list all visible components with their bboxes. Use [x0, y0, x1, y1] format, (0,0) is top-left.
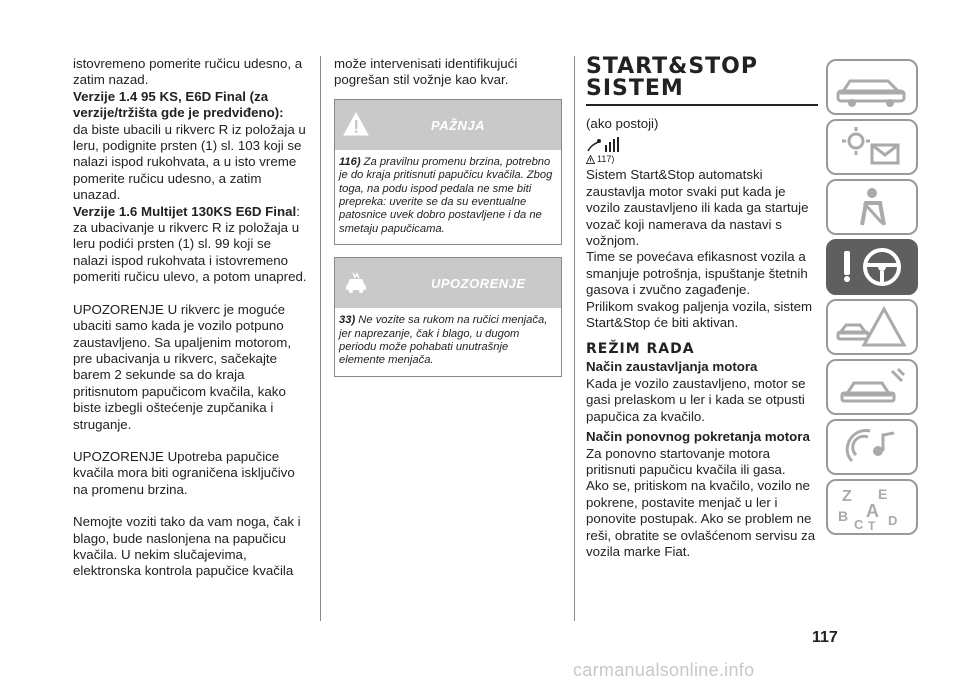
column-divider	[574, 56, 575, 621]
availability-note: (ako postoji)	[586, 116, 659, 131]
car-icon	[828, 61, 916, 113]
index-icon	[828, 481, 916, 533]
page-number: 117	[812, 629, 838, 646]
paragraph-text: : za ubacivanje u rikverc R iz položaja u leru podići prsten (1) sl. 99 koji se nalazi ispod rukohvata i istovremeno pomeriti ručicu ulevo, a potom unapred.	[73, 203, 307, 285]
warning-paragraph: UPOZORENJE U rikverc je moguće ubaciti samo kada je vozilo potpuno zaustavljeno. Sa upaljenim motorom, pre ubacivanja u rikverc, sačekajte barem 2 sekunde sa do kraja pritisnutom papučicom kvačila, kako biste izbegli oštećenje zupčanika i struganje.	[73, 301, 292, 432]
car-damage-icon	[343, 269, 369, 295]
section-title	[586, 56, 818, 100]
emergency-icon	[828, 301, 916, 353]
note-text: Ne vozite sa rukom na ručici menjača, jer naprezanje, čak i blago, u dugom periodu može pohabati unutrašnje elemente menjača.	[339, 314, 548, 367]
paragraph: Za ponovno startovanje motora pritisnuti papučicu kvačila ili gasa.	[586, 445, 786, 477]
attention-text	[335, 150, 561, 244]
optional-icons	[586, 135, 818, 153]
chapter-tabs	[826, 59, 918, 539]
tab-multimedia[interactable]	[826, 419, 918, 475]
caution-label: UPOZORENJE	[431, 276, 526, 292]
paragraph: Prilikom svakog paljenja vozila, sistem Start&Stop će biti aktivan.	[586, 298, 813, 331]
column-divider	[320, 56, 321, 621]
column-left	[73, 56, 308, 580]
bar-chart-icon	[604, 137, 622, 153]
note-number: 33)	[339, 314, 356, 327]
attention-box-header	[335, 100, 561, 150]
paragraph: istovremeno pomerite ručicu udesno, a zatim nazad.	[73, 56, 303, 88]
tab-safety[interactable]	[826, 179, 918, 235]
title-underline	[586, 104, 818, 106]
tab-car[interactable]	[826, 59, 918, 115]
subsection-heading: Način zaustavljanja motora	[586, 359, 758, 375]
caution-box	[334, 257, 562, 377]
paragraph: Time se povećava efikasnost vozila a smanjuje potrošnja, ispuštanje štetnih gasova i zvučno zagađenje.	[586, 249, 808, 298]
tab-starting-driving[interactable]	[826, 239, 918, 295]
paragraph: može intervenisati identifikujući pogrešan stil vožnje kao kvar.	[334, 56, 518, 88]
warning-lights-icon	[828, 121, 916, 173]
paragraph: Ako se, pritiskom na kvačilo, vozilo ne pokrene, postavite menjač u ler i ponovite postupak. Ako se problem ne reši, obratite se ovlašćenom servisu za vozila marke Fiat.	[586, 478, 816, 559]
paragraph	[73, 204, 308, 286]
note-reference	[586, 154, 818, 164]
column-right	[586, 56, 818, 560]
tab-maintenance[interactable]	[826, 359, 918, 415]
note-text: Za pravilnu promenu brzina, potrebno je do kraja pritisnuti papučicu kvačila. Zbog toga, na podu ispod pedala ne sme biti prepreka: uverite se da su eventualne patosnice uvek dobro postavljene i da ne smetaju papučicama.	[339, 155, 553, 235]
index-letter: E	[878, 486, 888, 502]
version-heading-inline: Verzije 1.6 Multijet 130KS E6D Final	[73, 203, 297, 219]
tab-warning-lights[interactable]	[826, 119, 918, 175]
maintenance-icon	[828, 361, 916, 413]
version-heading: Verzije 1.4 95 KS, E6D Final (za verzije/tržišta gde je predviđeno):	[73, 88, 284, 121]
index-letter: A	[866, 501, 879, 521]
multimedia-icon	[828, 421, 916, 473]
subsection-title: REŽIM RADA	[586, 341, 695, 358]
warning-paragraph: UPOZORENJE Upotreba papučice kvačila mora biti ograničena isključivo na promenu brzina.	[73, 448, 295, 497]
warning-triangle-icon	[586, 155, 595, 164]
seatbelt-icon	[828, 181, 916, 233]
section-title-line: SISTEM	[586, 76, 684, 101]
caution-box-header	[335, 258, 561, 308]
paragraph: Sistem Start&Stop automatski zaustavlja motor svaki put kada je vozilo zaustavljeno ili kada ga startuje vozač koji namerava da nastavi s vožnjom.	[586, 167, 809, 249]
paragraph: Nemojte voziti tako da vam noga, čak i blago, bude naslonjena na papučicu kvačila. U nekim slučajevima, elektronska kontrola papučice kvačila	[73, 514, 301, 579]
warning-triangle-icon	[343, 111, 369, 137]
index-letter: C	[854, 517, 864, 532]
steering-wheel-key-icon	[828, 241, 916, 293]
note-reference-number: 117)	[597, 154, 615, 165]
index-letter: T	[868, 519, 876, 533]
attention-box	[334, 99, 562, 245]
gear-lever-icon	[586, 137, 602, 153]
subsection-heading: Način ponovnog pokretanja motora	[586, 429, 810, 445]
column-middle	[334, 56, 562, 377]
tab-index[interactable]	[826, 479, 918, 535]
note-number: 116)	[339, 155, 361, 168]
index-letter: B	[838, 508, 849, 524]
caution-text	[335, 308, 561, 376]
paragraph: Kada je vozilo zaustavljeno, motor se gasi prelaskom u ler i kada se otpusti papučica za kvačilo.	[586, 375, 806, 424]
index-letter: Z	[842, 488, 852, 505]
paragraph: da biste ubacili u rikverc R iz položaja u leru, podignite prsten (1) sl. 103 koji se nalazi ispod rukohvata, a u isto vreme pomerite ručicu udesno, a zatim unazad.	[73, 121, 306, 203]
tab-emergency[interactable]	[826, 299, 918, 355]
index-letter: D	[888, 513, 898, 528]
attention-label: PAŽNJA	[431, 117, 486, 133]
watermark: carmanualsonline.info	[573, 660, 755, 680]
section-title-line: START&STOP	[586, 54, 758, 79]
